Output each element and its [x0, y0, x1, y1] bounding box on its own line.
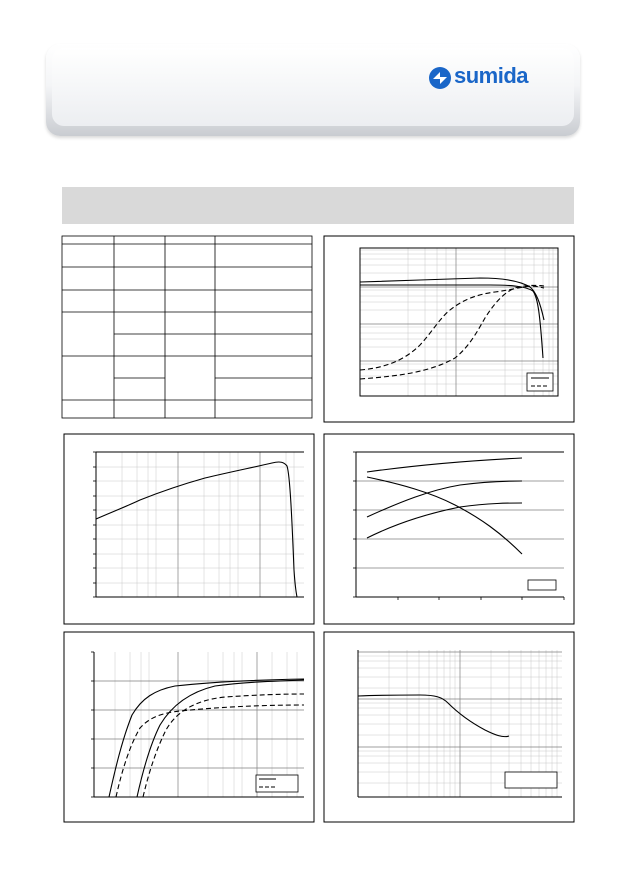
chart-frame-bottom-right: [324, 632, 574, 822]
logo-text: sumida: [454, 63, 529, 88]
chart-frame-top-right: [324, 236, 574, 422]
legend-middle-right: [528, 580, 556, 590]
legend-bottom-right: [505, 772, 557, 788]
chart-frame-bottom-left: [64, 632, 314, 822]
legend-bottom-left: [256, 775, 298, 792]
legend-top-right: [527, 373, 553, 391]
